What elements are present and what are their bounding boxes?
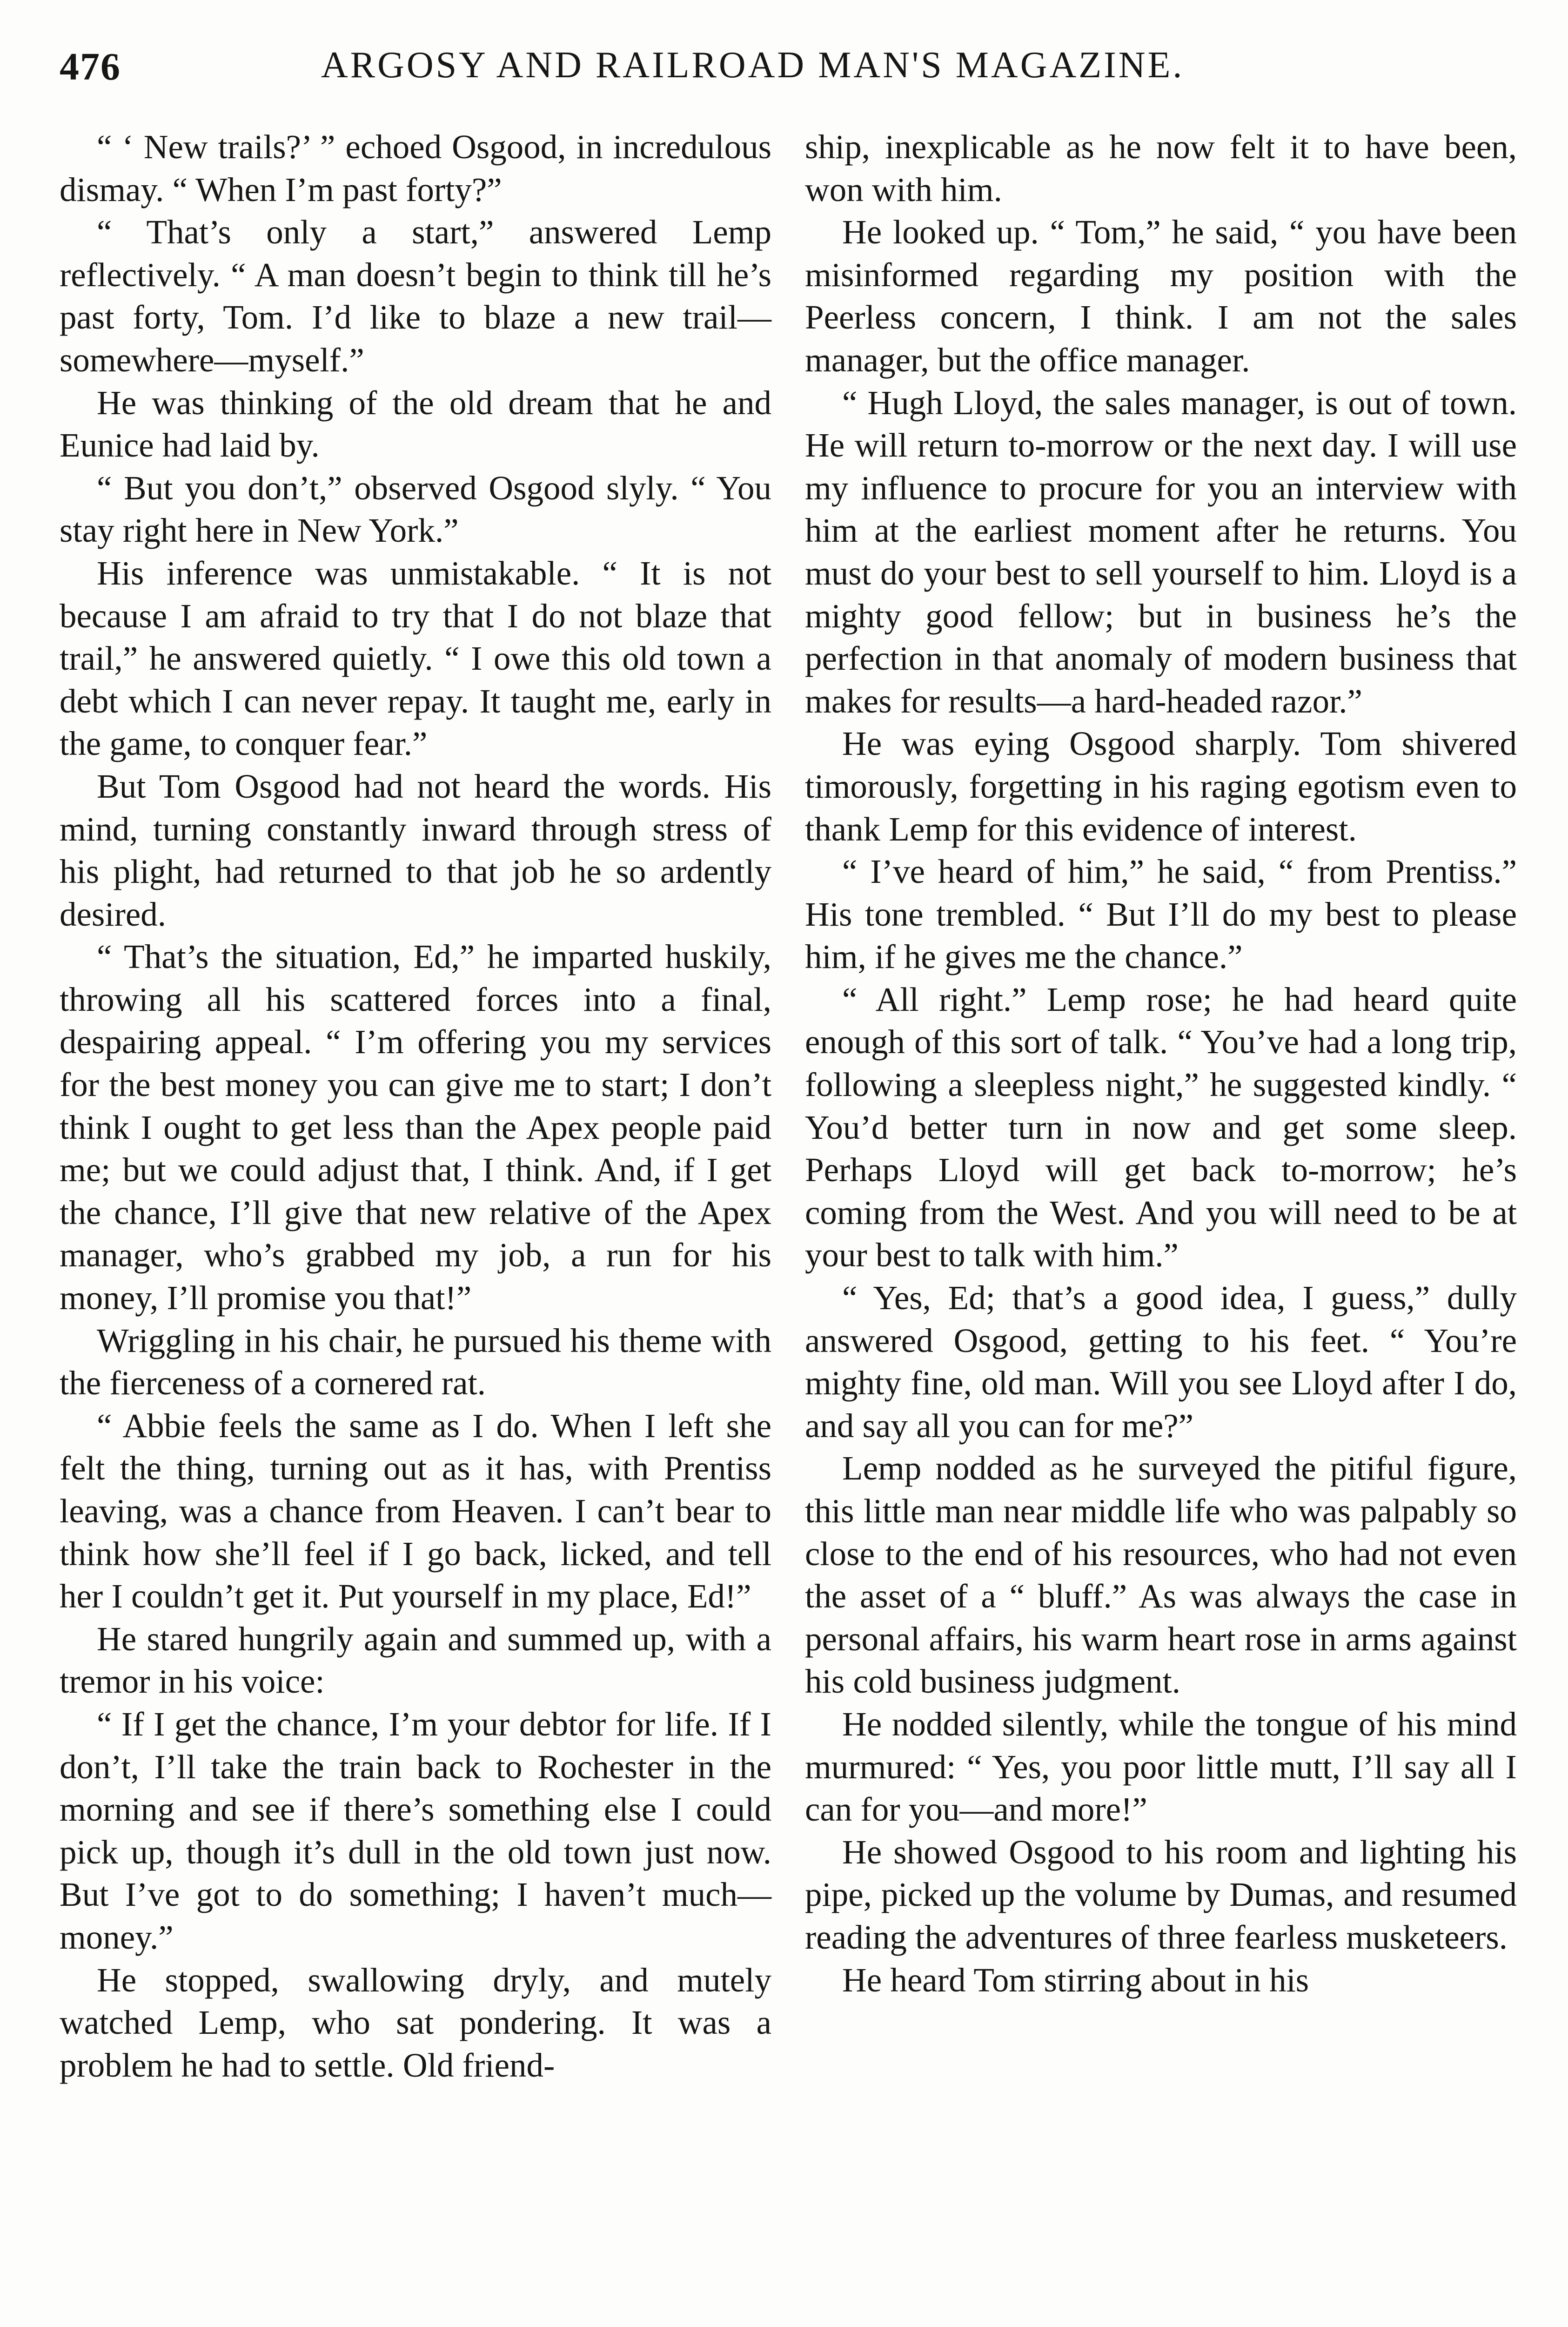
paragraph: His inference was unmistakable. “ It is not because I am afraid to try that I do not blaze that trail,” he answered quietly. “ I owe this old town a debt which I can never repay. It taught me, early in the game, to conquer fear.”: [60, 554, 771, 763]
paragraph: “ That’s the situation, Ed,” he imparted huskily, throwing all his scattered forces into a final, despairing appeal. “ I’m offering you my services for the best money you can give me to start; I don’t think I ought to get less than the Apex people paid me; but we could adjust that, I think. And, if I get the chance, I’ll give that new relative of the Apex manager, who’s grabbed my job, a run for his money, I’ll promise you that!”: [60, 938, 771, 1317]
right-column: [805, 126, 1517, 2001]
paragraph: He was eying Osgood sharply. Tom shivered timorously, forgetting in his raging egotism even to thank Lemp for this evidence of interest.: [805, 725, 1517, 848]
paragraph: He stopped, swallowing dryly, and mutely watched Lemp, who sat pondering. It was a problem he had to settle. Old friend-: [60, 1961, 771, 2084]
page-number: 476: [60, 45, 121, 88]
paragraph: “ That’s only a start,” answered Lemp reflectively. “ A man doesn’t begin to think till he’s past forty, Tom. I’d like to blaze a new trail—somewhere—myself.”: [60, 213, 771, 379]
paragraph: He heard Tom stirring about in his: [842, 1961, 1309, 1999]
paragraph: He nodded silently, while the tongue of his mind murmured: “ Yes, you poor little mutt, I’ll say all I can for you—and more!”: [805, 1705, 1517, 1829]
paragraph: He was thinking of the old dream that he and Eunice had laid by.: [60, 383, 771, 464]
running-title: ARGOSY AND RAILROAD MAN'S MAGAZINE.: [321, 45, 1185, 86]
paragraph: “ All right.” Lemp rose; he had heard quite enough of this sort of talk. “ You’ve had a long trip, following a sleepless night,” he suggested kindly. “ You’d better turn in now and get some sleep. Perhaps Lloyd will get back to-morrow; he’s coming from the West. And you will need to be at your best to talk with him.”: [805, 980, 1517, 1274]
paragraph: He looked up. “ Tom,” he said, “ you have been misinformed regarding my position with the Peerless concern, I think. I am not the sales manager, but the office manager.: [805, 213, 1517, 379]
paragraph: “ Yes, Ed; that’s a good idea, I guess,” dully answered Osgood, getting to his feet. “ You’re mighty fine, old man. Will you see Lloyd after I do, and say all you can for me?”: [805, 1279, 1517, 1445]
paragraph: Wriggling in his chair, he pursued his theme with the fierceness of a cornered rat.: [60, 1321, 771, 1402]
paragraph: But Tom Osgood had not heard the words. His mind, turning constantly inward through stress of his plight, had returned to that job he so ardently desired.: [60, 767, 771, 933]
paragraph: “ If I get the chance, I’m your debtor for life. If I don’t, I’ll take the train back to Rochester in the morning and see if there’s something else I could pick up, though it’s dull in the old town just now. But I’ve got to do something; I haven’t much—money.”: [60, 1705, 771, 1956]
paragraph: “ I’ve heard of him,” he said, “ from Prentiss.” His tone trembled. “ But I’ll do my best to please him, if he gives me the chance.”: [805, 853, 1517, 976]
paragraph: He showed Osgood to his room and lighting his pipe, picked up the volume by Dumas, and resumed reading the adventures of three fearless musketeers.: [805, 1833, 1517, 1956]
paragraph: “ Hugh Lloyd, the sales manager, is out of town. He will return to-morrow or the next day. I will use my influence to procure for you an interview with him at the earliest moment after he returns. You must do your best to sell yourself to him. Lloyd is a mighty good fellow; but in business he’s the perfection in that anomaly of modern business that makes for results—a hard-headed razor.”: [805, 383, 1517, 720]
paragraph: He stared hungrily again and summed up, with a tremor in his voice:: [60, 1620, 771, 1701]
paragraph: “ ‘ New trails?’ ” echoed Osgood, in incredulous dismay. “ When I’m past forty?”: [60, 128, 771, 208]
paragraph-continued: ship, inexplicable as he now felt it to have been, won with him.: [805, 128, 1517, 208]
paragraph: “ But you don’t,” observed Osgood slyly. “ You stay right here in New York.”: [60, 469, 771, 550]
left-column: [60, 126, 771, 2086]
paragraph: “ Abbie feels the same as I do. When I left she felt the thing, turning out as it has, with Prentiss leaving, was a chance from Heaven. I can’t bear to think how she’ll feel if I go back, licked, and tell her I couldn’t get it. Put yourself in my place, Ed!”: [60, 1406, 771, 1615]
paragraph: Lemp nodded as he surveyed the pitiful figure, this little man near middle life who was palpably so close to the end of his resources, who had not even the asset of a “ bluff.” As was always the case in personal affairs, his warm heart rose in arms against his cold business judgment.: [805, 1449, 1517, 1701]
